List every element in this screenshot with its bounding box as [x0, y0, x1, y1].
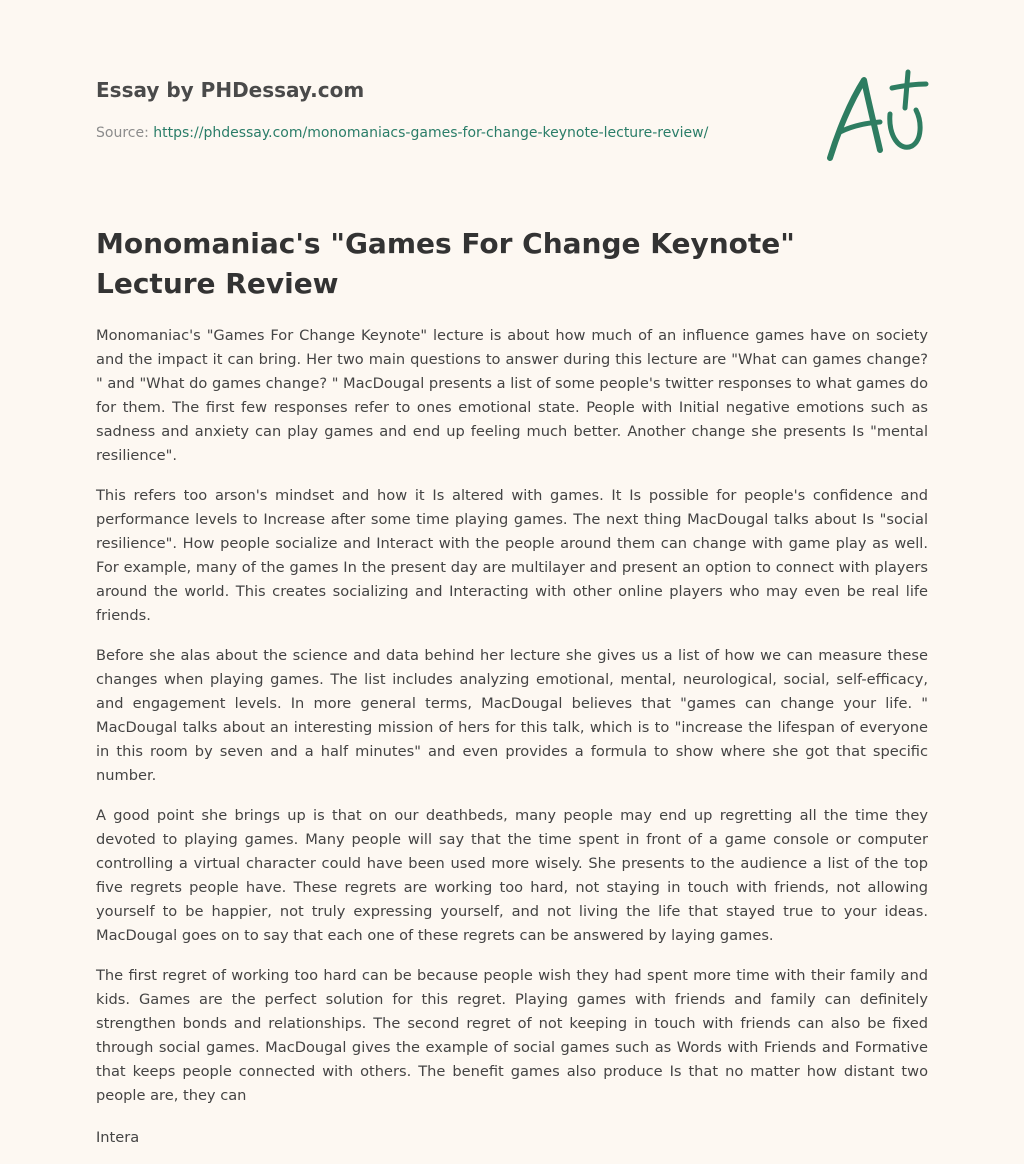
article-body	[96, 324, 928, 1124]
paragraph: A good point she brings up is that on our deathbeds, many people may end up regretting all the time they devoted to playing games. Many people will say that the time spent in front of a game console or computer controlling a virtual character could have been used more wisely. She presents to the audience a list of the top five regrets people have. These regrets are working too hard, not staying in touch with friends, not allowing yourself to be happier, not truly expressing yourself, and not living the life that stayed true to your ideas. MacDougal goes on to say that each one of these regrets can be answered by laying games.	[96, 807, 928, 944]
paragraph: Monomaniac's "Games For Change Keynote" lecture is about how much of an influence games have on society and the impact it can bring. Her two main questions to answer during this lecture are "What can games change? " and "What do games change? " MacDougal presents a list of some people's twitter responses to what games do for them. The first few responses refer to ones emotional state. People with Initial negative emotions such as sadness and anxiety can play games and end up feeling much better. Another change she presents Is "mental resilience".	[96, 327, 929, 464]
paragraph: The first regret of working too hard can be because people wish they had spent more time with their family and kids. Games are the perfect solution for this regret. Playing games with friends and family can definitely strengthen bonds and relationships. The second regret of not keeping in touch with friends can also be fixed through social games. MacDougal gives the example of social games such as Words with Friends and Formative that keeps people connected with others. The benefit games also produce Is that no matter how distant two people are, they can	[96, 967, 928, 1104]
source-label: Source:	[96, 125, 154, 141]
paragraph: This refers too arson's mindset and how it Is altered with games. It Is possible for people's confidence and performance levels to Increase after some time playing games. The next thing MacDougal talks about Is "social resilience". How people socialize and Interact with the people around them can change with game play as well. For example, many of the games In the present day are multilayer and present an option to connect with players around the world. This creates socializing and Interacting with other online players who may even be real life friends.	[96, 487, 928, 624]
page-title: Monomaniac's "Games For Change Keynote" Lecture Review	[96, 227, 795, 300]
a-plus-icon	[818, 66, 934, 166]
page-header	[96, 76, 796, 104]
paragraph: Before she alas about the science and data behind her lecture she gives us a list of how we can measure these changes when playing games. The list includes analyzing emotional, mental, neurological, social, self-efficacy, and engagement levels. In more general terms, MacDougal believes that "games can change your life. " MacDougal talks about an interesting mission of hers for this talk, which is to "increase the lifespan of everyone in this room by seven and a half minutes" and even provides a formula to show where she got that specific number.	[96, 647, 928, 784]
continuation-teaser: Intera	[96, 1129, 140, 1146]
site-brand: Essay by PHDessay.com	[96, 78, 365, 102]
source-link[interactable]: https://phdessay.com/monomaniacs-games-for-change-keynote-lecture-review/	[153, 125, 709, 141]
source-line	[96, 124, 708, 142]
grade-a-plus-logo	[818, 66, 934, 166]
